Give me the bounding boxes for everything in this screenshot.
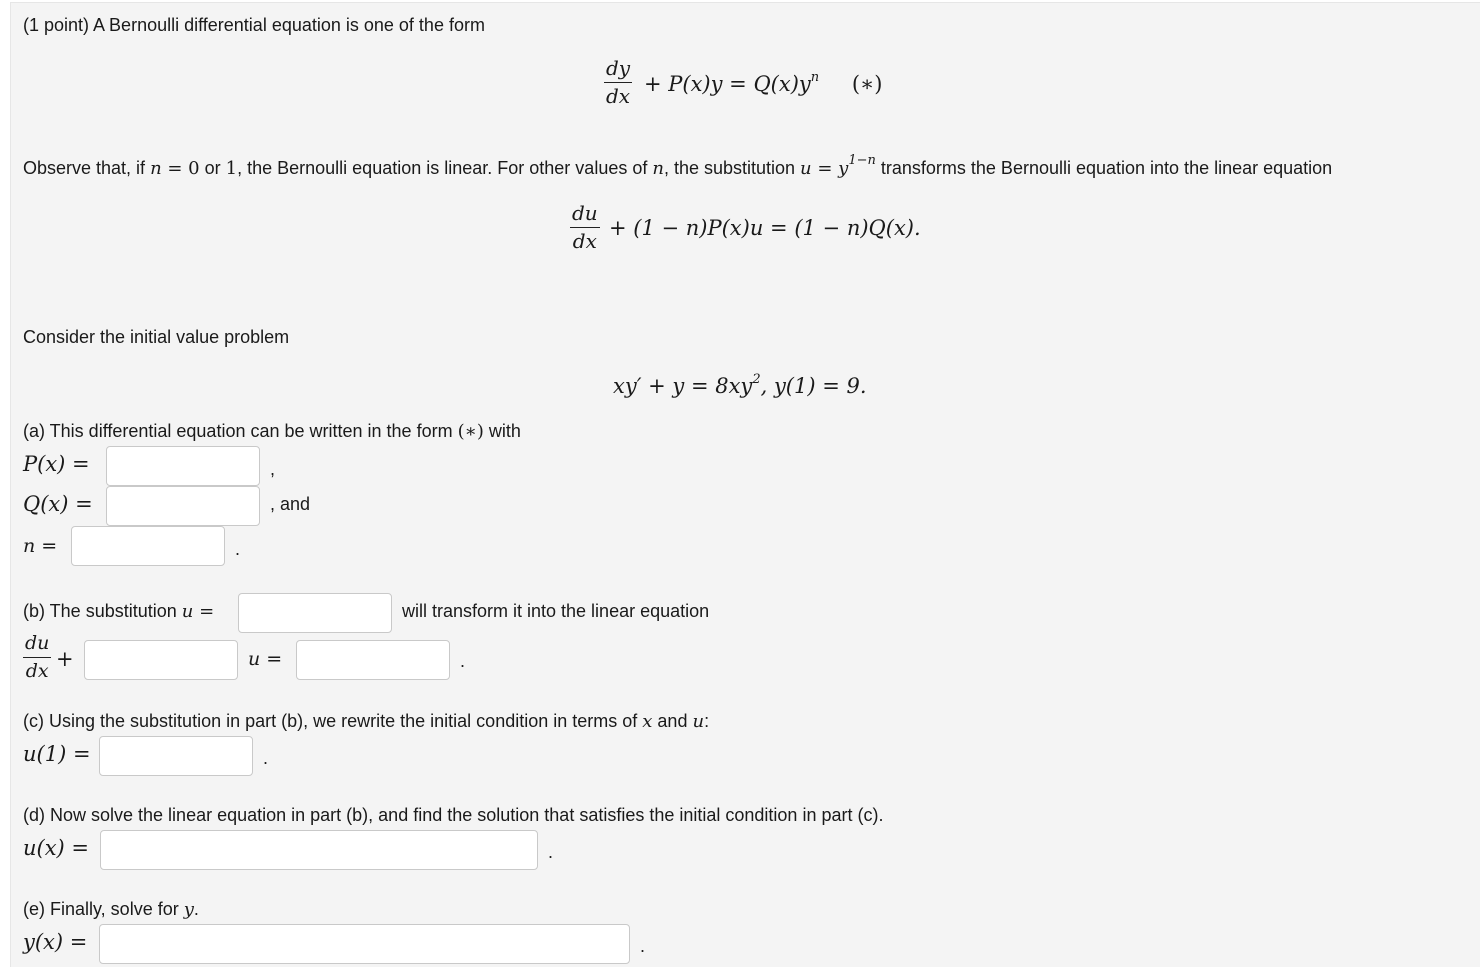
observe-part3: , the substitution xyxy=(663,158,801,178)
ivp-tail: , y(1) = 9. xyxy=(760,374,867,398)
observe-n: n xyxy=(150,158,162,179)
n-separator: . xyxy=(235,539,241,559)
part-b-pre: (b) The substitution xyxy=(23,601,182,621)
part-a-label xyxy=(23,420,521,443)
fraction-denominator: dx xyxy=(606,84,631,108)
equation-tag: (∗) xyxy=(851,72,883,96)
u1-label: u(1) = xyxy=(23,742,91,766)
part-e-y: y xyxy=(183,899,194,920)
part-c-colon: : xyxy=(704,711,710,731)
substitution-input[interactable] xyxy=(238,593,392,633)
part-b-fraction xyxy=(23,632,51,682)
part-c-pre: (c) Using the substitution in part (b), we rewrite the initial condition in terms of xyxy=(23,711,643,731)
coefficient-input[interactable] xyxy=(84,640,238,680)
bernoulli-rhs: + P(x)y = Q(x)y xyxy=(644,72,811,96)
observe-or: or xyxy=(199,158,226,178)
part-a-pre: (a) This differential equation can be written in the form xyxy=(23,421,458,441)
part-d-end: . xyxy=(548,842,554,862)
bernoulli-exponent: n xyxy=(810,70,820,85)
part-c-x: x xyxy=(642,711,653,732)
q-label: Q(x) = xyxy=(23,492,93,516)
u1-input[interactable] xyxy=(99,736,253,776)
part-a-star: (∗) xyxy=(457,421,484,442)
bernoulli-fraction xyxy=(604,57,632,107)
ivp-equation xyxy=(613,374,867,398)
linear-equation: + (1 − n)P(x)u = (1 − n)Q(x). xyxy=(609,216,921,240)
part-b-u-mid: u = xyxy=(248,648,283,670)
observe-u: u xyxy=(800,158,812,179)
part-b-numerator: du xyxy=(23,632,51,658)
n-label: n = xyxy=(23,535,58,557)
ux-input[interactable] xyxy=(100,830,538,870)
part-c-and: and xyxy=(652,711,693,731)
observe-part2: , the Bernoulli equation is linear. For other values of xyxy=(237,158,653,178)
part-c-u: u xyxy=(692,711,705,732)
part-b-end: . xyxy=(460,651,466,671)
part-e-post: . xyxy=(193,899,199,919)
observe-exponent: 1−n xyxy=(848,153,876,168)
observe-eq-zero: = 0 xyxy=(161,158,200,179)
fraction-numerator: dy xyxy=(604,57,632,83)
part-b-plus: + xyxy=(56,647,74,671)
part-e-label xyxy=(23,898,199,921)
p-label: P(x) = xyxy=(23,452,90,476)
ux-label: u(x) = xyxy=(23,836,90,860)
observe-one: 1 xyxy=(225,158,238,179)
linear-numerator: du xyxy=(570,202,600,228)
part-b-post: will transform it into the linear equation xyxy=(402,601,710,621)
linear-fraction xyxy=(570,202,600,252)
q-input[interactable] xyxy=(106,486,260,526)
observe-part4: transforms the Bernoulli equation into the linear equation xyxy=(875,158,1333,178)
ivp-label: Consider the initial value problem xyxy=(23,327,290,347)
ivp-exponent: 2 xyxy=(752,372,761,387)
part-e-end: . xyxy=(640,936,646,956)
bernoulli-equation xyxy=(644,72,882,96)
observe-part1: Observe that, if xyxy=(23,158,151,178)
ivp-main: xy′ + y = 8xy xyxy=(613,374,753,398)
part-c-end: . xyxy=(263,748,269,768)
part-e-pre: (e) Finally, solve for xyxy=(23,899,184,919)
yx-label: y(x) = xyxy=(23,930,88,954)
observe-eq-y: = y xyxy=(811,158,849,179)
part-a-post: with xyxy=(483,421,521,441)
p-input[interactable] xyxy=(106,446,260,486)
rhs-input[interactable] xyxy=(296,640,450,680)
yx-input[interactable] xyxy=(99,924,630,964)
linear-denominator: dx xyxy=(572,229,597,253)
observe-text xyxy=(23,153,1333,180)
part-d-label: (d) Now solve the linear equation in part (b), and find the solution that satisfies the initial condition in part (c). xyxy=(23,805,884,825)
n-input[interactable] xyxy=(71,526,225,566)
part-b-denominator: dx xyxy=(25,660,49,682)
q-separator: , and xyxy=(270,494,311,514)
intro-text: (1 point) A Bernoulli differential equation is one of the form xyxy=(23,15,485,35)
part-c-label xyxy=(23,710,709,733)
p-separator: , xyxy=(270,459,276,479)
observe-n2: n xyxy=(652,158,664,179)
part-b-u-label: u = xyxy=(181,601,215,622)
part-b-label xyxy=(23,600,214,623)
